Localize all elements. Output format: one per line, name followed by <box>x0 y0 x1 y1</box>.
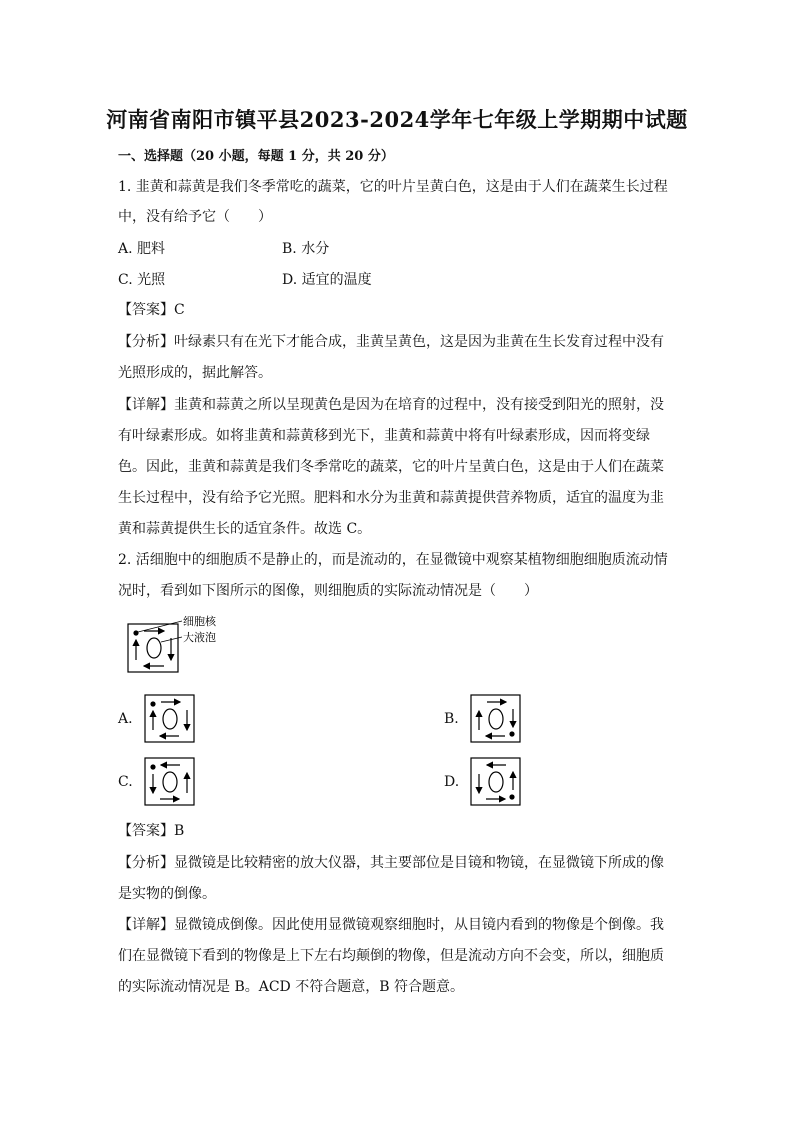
vacuole-ellipse <box>489 709 503 729</box>
q1-option-b: B. 水分 <box>282 241 330 257</box>
q2-option-b-label: B. <box>444 711 459 727</box>
q2-option-d-label: D. <box>444 774 460 790</box>
q1-option-c: C. 光照 <box>118 272 166 288</box>
q2-option-a-label: A. <box>118 711 133 727</box>
q2-option-c-figure <box>144 757 196 807</box>
section-heading: 一、选择题（20 小题，每题 1 分，共 20 分） <box>118 149 394 164</box>
q1-analysis-line: 【分析】叶绿素只有在光下才能合成，韭黄呈黄色，这是因为韭黄在生长发育过程中没有 <box>118 334 664 350</box>
q1-detail-line: 生长过程中，没有给予它光照。肥料和水分为韭黄和蒜黄提供营养物质，适宜的温度为韭 <box>118 490 664 506</box>
nucleus-dot <box>150 701 155 706</box>
q1-answer: 【答案】C <box>118 302 185 318</box>
q2-detail-line: 【详解】显微镜成倒像。因此使用显微镜观察细胞时，从目镜内看到的物像是个倒像。我 <box>118 917 664 933</box>
vacuole-ellipse <box>489 772 503 792</box>
nucleus-dot <box>509 731 514 736</box>
q1-detail-line: 色。因此，韭黄和蒜黄是我们冬季常吃的蔬菜，它的叶片呈黄白色，这是由于人们在蔬菜 <box>118 459 664 475</box>
q2-stem-line: 况时，看到如下图所示的图像，则细胞质的实际流动情况是（ ） <box>118 583 538 599</box>
nucleus-label: 细胞核 <box>183 615 216 628</box>
q1-stem-line: 1. 韭黄和蒜黄是我们冬季常吃的蔬菜，它的叶片呈黄白色，这是由于人们在蔬菜生长过程 <box>118 179 668 195</box>
nucleus-dot <box>509 794 514 799</box>
q1-option-a: A. 肥料 <box>118 241 166 257</box>
q2-detail-line: 的实际流动情况是 B。ACD 不符合题意，B 符合题意。 <box>118 979 464 995</box>
q1-analysis-line: 光照形成的，据此解答。 <box>118 365 272 381</box>
q2-option-c-label: C. <box>118 774 133 790</box>
q2-option-b-figure <box>470 694 522 744</box>
nucleus-dot <box>133 630 138 635</box>
q1-detail-line: 黄和蒜黄提供生长的适宜条件。故选 C。 <box>118 521 372 537</box>
nucleus-dot <box>150 764 155 769</box>
q2-answer: 【答案】B <box>118 823 185 839</box>
nucleus-pointer <box>138 621 182 632</box>
q1-stem-line: 中，没有给予它（ ） <box>118 209 272 225</box>
q1-detail-line: 【详解】韭黄和蒜黄之所以呈现黄色是因为在培育的过程中，没有接受到阳光的照射，没 <box>118 397 664 413</box>
q2-option-d-figure <box>470 757 522 807</box>
q1-detail-line: 有叶绿素形成。如将韭黄和蒜黄移到光下，韭黄和蒜黄中将有叶绿素形成，因而将变绿 <box>118 428 650 444</box>
vacuole-ellipse <box>163 709 177 729</box>
page-title: 河南省南阳市镇平县2023-2024学年七年级上学期期中试题 <box>106 107 688 132</box>
q2-option-a-figure <box>144 694 196 744</box>
q1-option-d: D. 适宜的温度 <box>282 272 372 288</box>
cytoplasm-flow-figure <box>124 612 234 676</box>
vacuole-ellipse <box>147 638 161 658</box>
vacuole-ellipse <box>163 772 177 792</box>
q2-stem-line: 2. 活细胞中的细胞质不是静止的，而是流动的，在显微镜中观察某植物细胞细胞质流动情 <box>118 552 668 568</box>
q2-analysis-line: 【分析】显微镜是比较精密的放大仪器，其主要部位是目镜和物镜，在显微镜下所成的像 <box>118 855 664 871</box>
q2-analysis-line: 是实物的倒像。 <box>118 886 216 902</box>
q2-detail-line: 们在显微镜下看到的物像是上下左右均颠倒的物像，但是流动方向不会变，所以，细胞质 <box>118 948 664 964</box>
vacuole-label: 大液泡 <box>183 631 216 644</box>
